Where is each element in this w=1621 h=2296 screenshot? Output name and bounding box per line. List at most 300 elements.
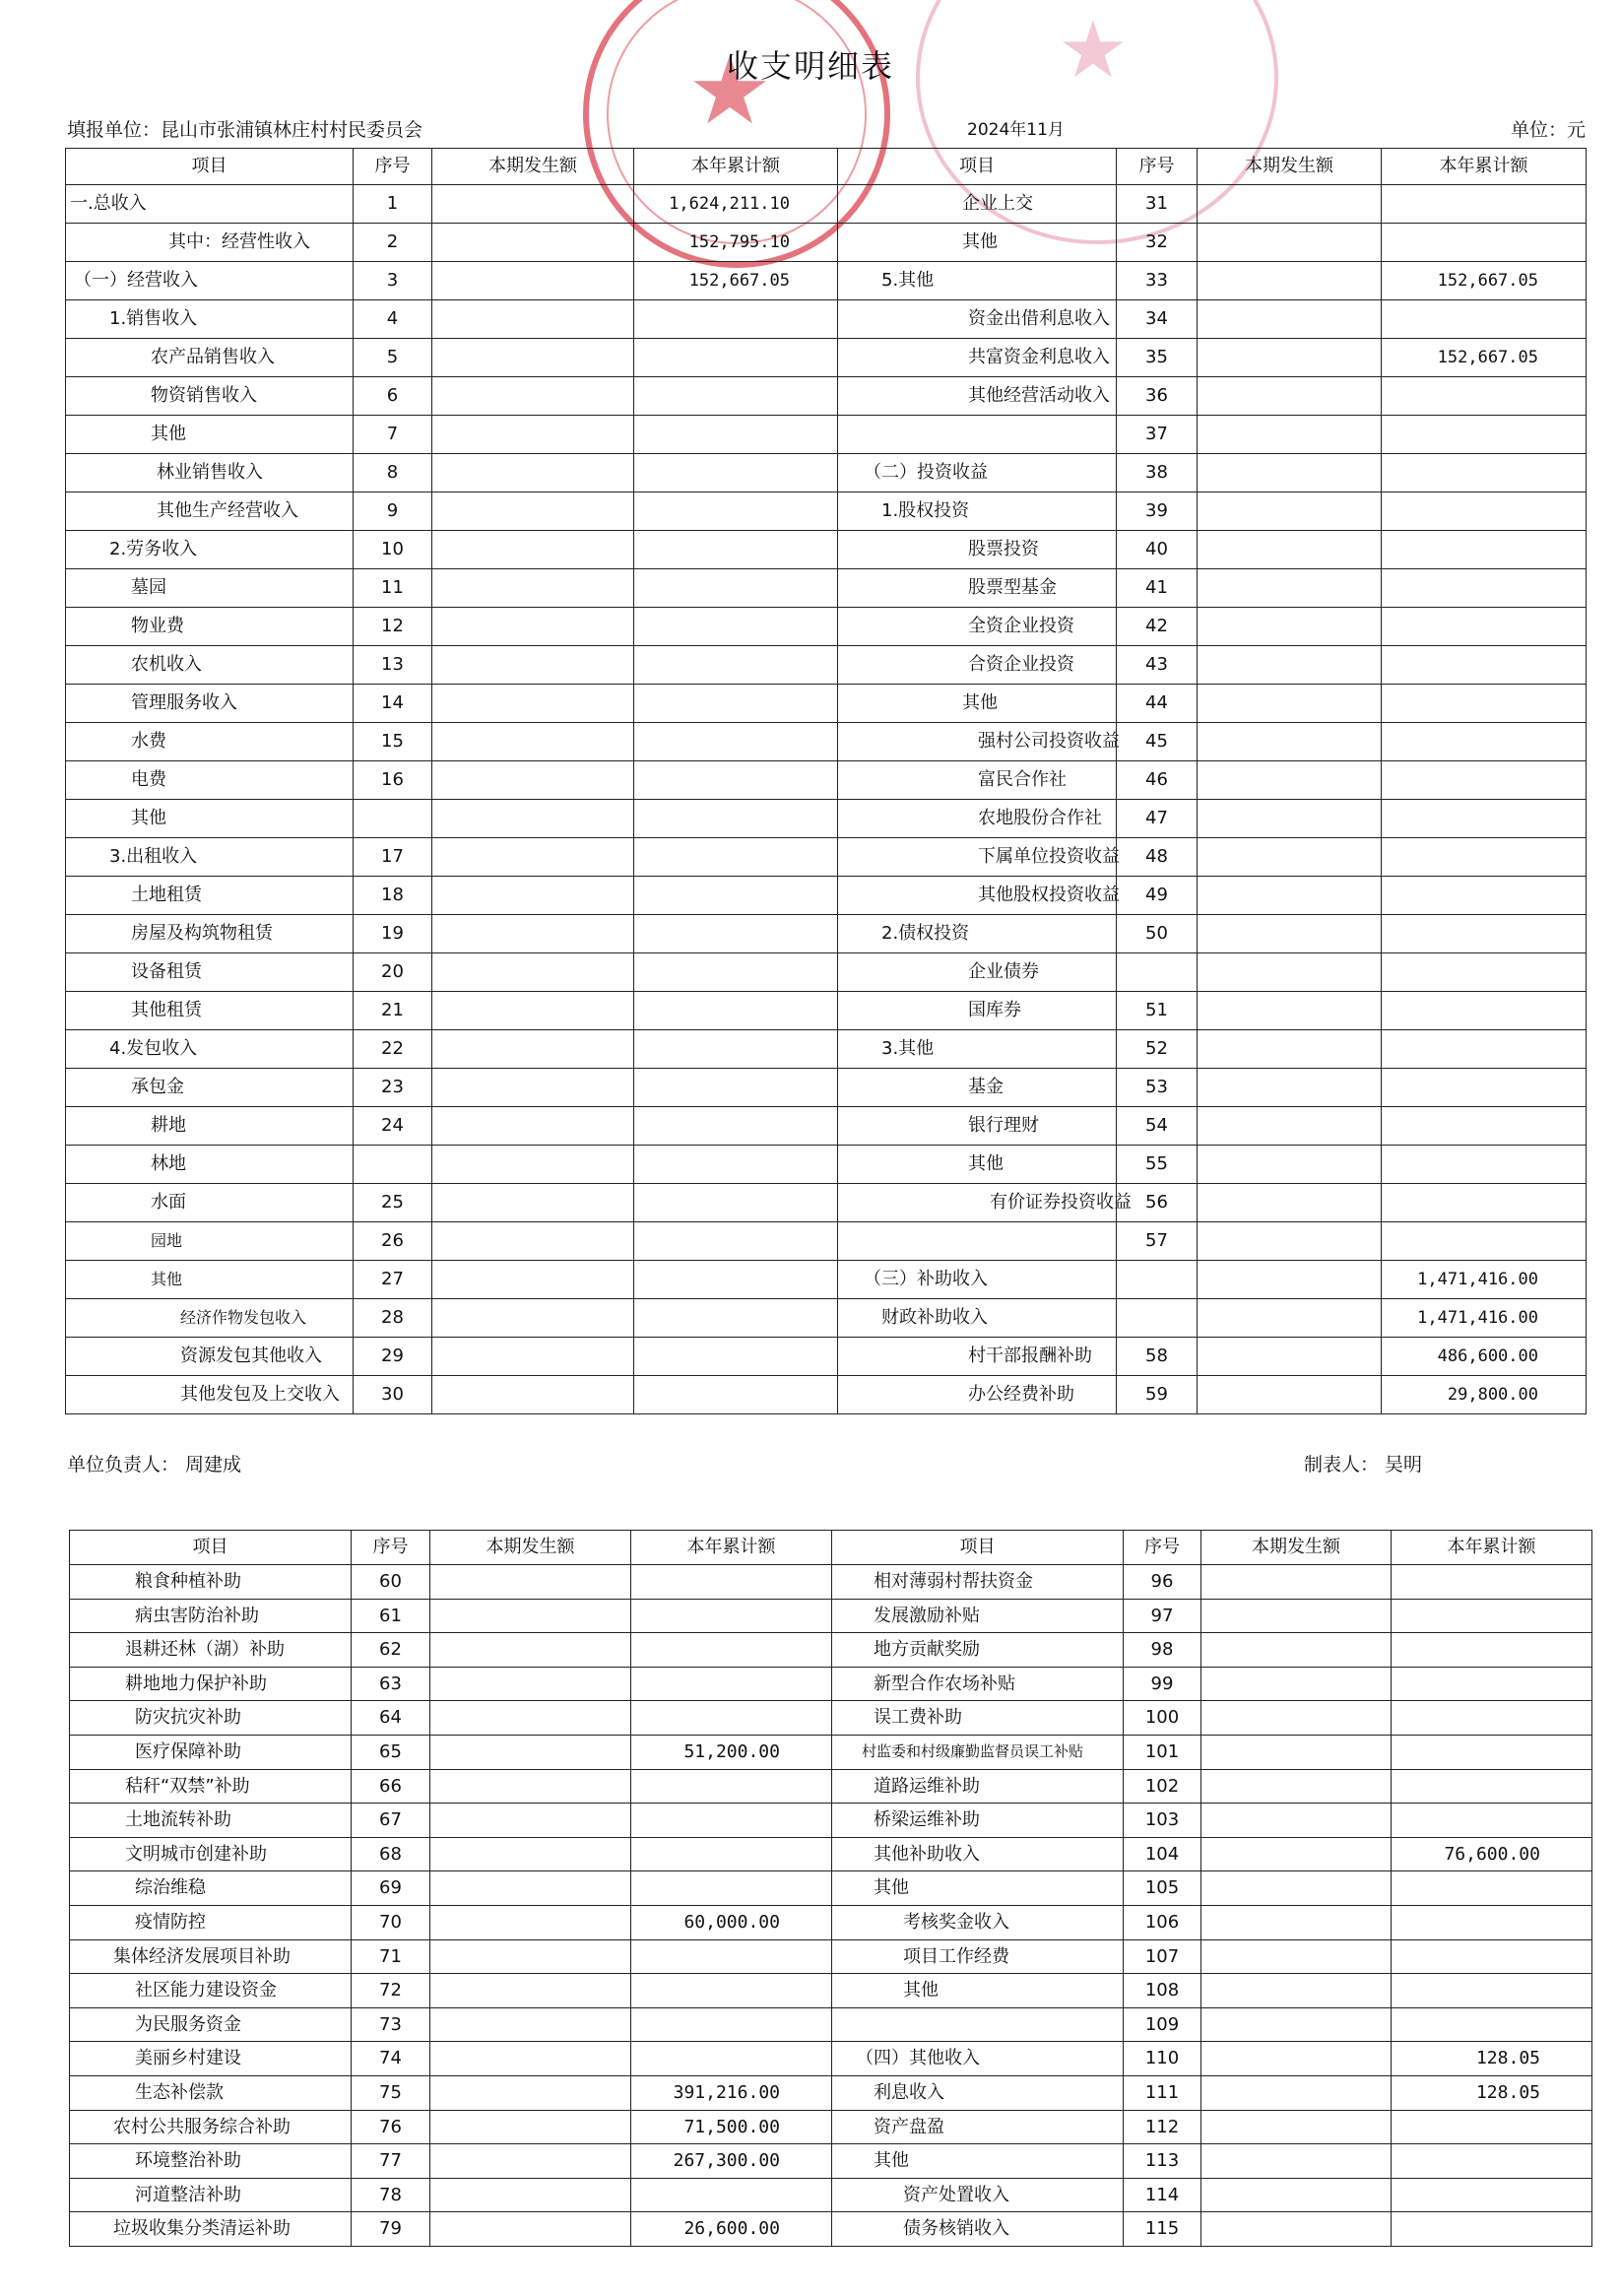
current-amount bbox=[1198, 492, 1382, 531]
table-row bbox=[70, 2178, 1592, 2212]
current-amount bbox=[1198, 992, 1382, 1030]
ytd-amount bbox=[1382, 416, 1587, 454]
current-amount bbox=[432, 1222, 634, 1261]
table-row bbox=[66, 608, 1587, 646]
seq-number: 19 bbox=[354, 915, 432, 953]
header-seq-right: 序号 bbox=[1124, 1531, 1201, 1565]
seq-number: 9 bbox=[354, 492, 432, 531]
seq-number: 1 bbox=[354, 185, 432, 224]
item-label: 农机收入 bbox=[66, 646, 354, 685]
item-label: 一.总收入 bbox=[66, 185, 354, 224]
ytd-amount bbox=[631, 1974, 832, 2008]
current-amount bbox=[432, 492, 634, 531]
header-row bbox=[70, 1531, 1592, 1565]
seq-number: 38 bbox=[1117, 454, 1198, 492]
header-ytd-right: 本年累计额 bbox=[1392, 1531, 1592, 1565]
item-label-right: 银行理财 bbox=[838, 1107, 1117, 1146]
current-amount bbox=[1198, 685, 1382, 723]
table-row bbox=[66, 377, 1587, 416]
current-amount bbox=[1198, 224, 1382, 262]
item-label: 林业销售收入 bbox=[66, 454, 354, 492]
ytd-amount bbox=[634, 1107, 838, 1146]
item-label-right: 其他 bbox=[832, 1871, 1124, 1906]
item-label-right: 基金 bbox=[838, 1069, 1117, 1107]
item-label: 综治维稳 bbox=[70, 1871, 352, 1906]
ytd-amount: 128.05 bbox=[1392, 2042, 1592, 2076]
table-row bbox=[70, 2144, 1592, 2179]
item-label-right: 项目工作经费 bbox=[832, 1939, 1124, 1974]
item-label: 其他 bbox=[66, 1261, 354, 1299]
item-label: 物业费 bbox=[66, 608, 354, 646]
income-detail-table-1 bbox=[65, 148, 1587, 1414]
current-amount bbox=[432, 838, 634, 877]
seq-number: 115 bbox=[1124, 2212, 1201, 2247]
seq-number: 77 bbox=[352, 2144, 430, 2179]
current-amount bbox=[430, 1905, 631, 1939]
current-amount bbox=[432, 953, 634, 992]
current-amount bbox=[1198, 185, 1382, 224]
ytd-amount: 60,000.00 bbox=[631, 1905, 832, 1939]
current-amount bbox=[430, 1974, 631, 2008]
current-amount bbox=[432, 1069, 634, 1107]
current-amount bbox=[1201, 1769, 1392, 1804]
seq-number: 101 bbox=[1124, 1735, 1201, 1769]
header-current: 本期发生额 bbox=[432, 149, 634, 185]
seq-number: 30 bbox=[354, 1376, 432, 1414]
seq-number: 109 bbox=[1124, 2007, 1201, 2042]
item-label: 美丽乡村建设 bbox=[70, 2042, 352, 2076]
ytd-amount: 76,600.00 bbox=[1392, 1837, 1592, 1871]
seq-number: 79 bbox=[352, 2212, 430, 2247]
table-row bbox=[66, 992, 1587, 1030]
current-amount bbox=[1201, 1974, 1392, 2008]
ytd-amount bbox=[1392, 1905, 1592, 1939]
seq-number: 62 bbox=[352, 1633, 430, 1668]
current-amount bbox=[432, 300, 634, 339]
current-amount bbox=[1201, 1701, 1392, 1736]
item-label-right: 发展激励补贴 bbox=[832, 1599, 1124, 1633]
reporting-unit: 填报单位：昆山市张浦镇林庄村村民委员会 bbox=[67, 119, 423, 141]
item-label: 耕地地力保护补助 bbox=[70, 1667, 352, 1701]
seq-number bbox=[354, 800, 432, 838]
item-label: 设备租赁 bbox=[66, 953, 354, 992]
item-label-right: 新型合作农场补贴 bbox=[832, 1667, 1124, 1701]
current-amount bbox=[432, 262, 634, 300]
item-label: 粮食种植补助 bbox=[70, 1565, 352, 1600]
table-row bbox=[66, 838, 1587, 877]
item-label-right: 办公经费补助 bbox=[838, 1376, 1117, 1414]
current-amount bbox=[1198, 761, 1382, 800]
item-label: 社区能力建设资金 bbox=[70, 1974, 352, 2008]
seq-number: 55 bbox=[1117, 1146, 1198, 1184]
seq-number: 100 bbox=[1124, 1701, 1201, 1736]
item-label-right: 1.股权投资 bbox=[838, 492, 1117, 531]
ytd-amount bbox=[1392, 1769, 1592, 1804]
ytd-amount bbox=[634, 877, 838, 915]
currency-unit: 单位：元 bbox=[1510, 119, 1586, 141]
seq-number: 14 bbox=[354, 685, 432, 723]
current-amount bbox=[430, 1565, 631, 1600]
item-label-right: 2.债权投资 bbox=[838, 915, 1117, 953]
item-label-right: 资产处置收入 bbox=[832, 2178, 1124, 2212]
ytd-amount bbox=[631, 1667, 832, 1701]
item-label: 其他发包及上交收入 bbox=[66, 1376, 354, 1414]
item-label-right: 农地股份合作社 bbox=[838, 800, 1117, 838]
seq-number: 7 bbox=[354, 416, 432, 454]
table-row bbox=[66, 761, 1587, 800]
item-label-right: 桥梁运维补助 bbox=[832, 1804, 1124, 1838]
header-current-right: 本期发生额 bbox=[1201, 1531, 1392, 1565]
ytd-amount bbox=[1392, 2212, 1592, 2247]
header-current-right: 本期发生额 bbox=[1198, 149, 1382, 185]
current-amount bbox=[432, 992, 634, 1030]
seq-number: 98 bbox=[1124, 1633, 1201, 1668]
seq-number: 71 bbox=[352, 1939, 430, 1974]
header-ytd: 本年累计额 bbox=[631, 1531, 832, 1565]
item-label-right: 富民合作社 bbox=[838, 761, 1117, 800]
seq-number: 27 bbox=[354, 1261, 432, 1299]
seq-number: 29 bbox=[354, 1338, 432, 1376]
ytd-amount bbox=[1382, 723, 1587, 761]
item-label: 1.销售收入 bbox=[66, 300, 354, 339]
item-label-right: 股票投资 bbox=[838, 531, 1117, 569]
ytd-amount: 152,667.05 bbox=[1382, 262, 1587, 300]
current-amount bbox=[1201, 1735, 1392, 1769]
ytd-amount bbox=[1382, 1146, 1587, 1184]
item-label: 林地 bbox=[66, 1146, 354, 1184]
seq-number: 52 bbox=[1117, 1030, 1198, 1069]
seq-number: 35 bbox=[1117, 339, 1198, 377]
unit-head-signature: 单位负责人： 周建成 bbox=[67, 1454, 242, 1476]
seq-number: 64 bbox=[352, 1701, 430, 1736]
page-title: 收支明细表 bbox=[726, 47, 894, 85]
current-amount bbox=[430, 1633, 631, 1668]
seq-number: 54 bbox=[1117, 1107, 1198, 1146]
current-amount bbox=[432, 1299, 634, 1338]
item-label-right: 企业上交 bbox=[838, 185, 1117, 224]
current-amount bbox=[432, 608, 634, 646]
table-row bbox=[66, 1184, 1587, 1222]
current-amount bbox=[430, 2075, 631, 2110]
item-label-right: 其他 bbox=[838, 685, 1117, 723]
seq-number: 3 bbox=[354, 262, 432, 300]
item-label: 经济作物发包收入 bbox=[66, 1299, 354, 1338]
item-label-right: 债务核销收入 bbox=[832, 2212, 1124, 2247]
item-label: 土地租赁 bbox=[66, 877, 354, 915]
item-label-right: 误工费补助 bbox=[832, 1701, 1124, 1736]
item-label: 集体经济发展项目补助 bbox=[70, 1939, 352, 1974]
current-amount bbox=[1198, 800, 1382, 838]
item-label-right: 企业债券 bbox=[838, 953, 1117, 992]
seq-number: 20 bbox=[354, 953, 432, 992]
current-amount bbox=[432, 1376, 634, 1414]
ytd-amount: 152,667.05 bbox=[1382, 339, 1587, 377]
item-label-right: 合资企业投资 bbox=[838, 646, 1117, 685]
current-amount bbox=[432, 1261, 634, 1299]
current-amount bbox=[432, 1338, 634, 1376]
seq-number: 39 bbox=[1117, 492, 1198, 531]
seq-number: 42 bbox=[1117, 608, 1198, 646]
current-amount bbox=[430, 2042, 631, 2076]
current-amount bbox=[1201, 2042, 1392, 2076]
item-label-right: 资金出借利息收入 bbox=[838, 300, 1117, 339]
seq-number: 16 bbox=[354, 761, 432, 800]
item-label: 防灾抗灾补助 bbox=[70, 1701, 352, 1736]
ytd-amount bbox=[1382, 838, 1587, 877]
item-label-right: 村监委和村级廉勤监督员误工补贴 bbox=[832, 1735, 1124, 1769]
ytd-amount bbox=[1382, 992, 1587, 1030]
table-row bbox=[66, 877, 1587, 915]
current-amount bbox=[1198, 1338, 1382, 1376]
seq-number: 61 bbox=[352, 1599, 430, 1633]
seq-number: 110 bbox=[1124, 2042, 1201, 2076]
ytd-amount bbox=[1382, 915, 1587, 953]
seq-number: 8 bbox=[354, 454, 432, 492]
item-label-right: 考核奖金收入 bbox=[832, 1905, 1124, 1939]
current-amount bbox=[430, 1837, 631, 1871]
seq-number: 47 bbox=[1117, 800, 1198, 838]
item-label-right bbox=[838, 1222, 1117, 1261]
item-label: 其中：经营性收入 bbox=[66, 224, 354, 262]
item-label-right: 有价证券投资收益 bbox=[838, 1184, 1117, 1222]
ytd-amount bbox=[1382, 953, 1587, 992]
seq-number: 40 bbox=[1117, 531, 1198, 569]
ytd-amount: 26,600.00 bbox=[631, 2212, 832, 2247]
ytd-amount bbox=[634, 992, 838, 1030]
seq-number: 21 bbox=[354, 992, 432, 1030]
seq-number: 106 bbox=[1124, 1905, 1201, 1939]
item-label: 水面 bbox=[66, 1184, 354, 1222]
current-amount bbox=[432, 761, 634, 800]
item-label-right: 道路运维补助 bbox=[832, 1769, 1124, 1804]
table-row bbox=[66, 224, 1587, 262]
current-amount bbox=[1201, 1837, 1392, 1871]
item-label-right: 其他 bbox=[832, 1974, 1124, 2008]
current-amount bbox=[432, 416, 634, 454]
ytd-amount bbox=[634, 838, 838, 877]
seq-number: 75 bbox=[352, 2075, 430, 2110]
ytd-amount bbox=[1392, 2178, 1592, 2212]
ytd-amount bbox=[1382, 1184, 1587, 1222]
current-amount bbox=[1198, 454, 1382, 492]
item-label: 病虫害防治补助 bbox=[70, 1599, 352, 1633]
item-label: 其他租赁 bbox=[66, 992, 354, 1030]
current-amount bbox=[432, 339, 634, 377]
seq-number: 70 bbox=[352, 1905, 430, 1939]
seq-number: 17 bbox=[354, 838, 432, 877]
table-row bbox=[70, 2110, 1592, 2144]
header-seq-right: 序号 bbox=[1117, 149, 1198, 185]
table-row bbox=[70, 2212, 1592, 2247]
item-label: 耕地 bbox=[66, 1107, 354, 1146]
ytd-amount bbox=[1392, 2110, 1592, 2144]
table-row bbox=[66, 185, 1587, 224]
seq-number: 49 bbox=[1117, 877, 1198, 915]
item-label-right: 其他经营活动收入 bbox=[838, 377, 1117, 416]
item-label-right: 股票型基金 bbox=[838, 569, 1117, 608]
seq-number: 63 bbox=[352, 1667, 430, 1701]
ytd-amount bbox=[1382, 1107, 1587, 1146]
header-ytd: 本年累计额 bbox=[634, 149, 838, 185]
current-amount bbox=[1198, 838, 1382, 877]
item-label-right: 共富资金利息收入 bbox=[838, 339, 1117, 377]
item-label: 水费 bbox=[66, 723, 354, 761]
seq-number: 12 bbox=[354, 608, 432, 646]
current-amount bbox=[1201, 1905, 1392, 1939]
item-label: 电费 bbox=[66, 761, 354, 800]
current-amount bbox=[1201, 2007, 1392, 2042]
ytd-amount: 1,471,416.00 bbox=[1382, 1299, 1587, 1338]
table-row bbox=[70, 2042, 1592, 2076]
current-amount bbox=[1198, 416, 1382, 454]
current-amount bbox=[432, 1030, 634, 1069]
ytd-amount bbox=[1382, 569, 1587, 608]
ytd-amount bbox=[1382, 608, 1587, 646]
seq-number: 58 bbox=[1117, 1338, 1198, 1376]
item-label-right: 3.其他 bbox=[838, 1030, 1117, 1069]
table-row bbox=[70, 1769, 1592, 1804]
item-label: 管理服务收入 bbox=[66, 685, 354, 723]
ytd-amount bbox=[634, 685, 838, 723]
current-amount bbox=[1198, 915, 1382, 953]
header-item: 项目 bbox=[66, 149, 354, 185]
header-current: 本期发生额 bbox=[430, 1531, 631, 1565]
seq-number: 24 bbox=[354, 1107, 432, 1146]
ytd-amount bbox=[1382, 1030, 1587, 1069]
ytd-amount bbox=[634, 1146, 838, 1184]
seal-star-icon: ★ bbox=[687, 35, 773, 146]
ytd-amount bbox=[1382, 377, 1587, 416]
ytd-amount bbox=[1382, 1069, 1587, 1107]
current-amount bbox=[1198, 1184, 1382, 1222]
item-label-right bbox=[832, 2007, 1124, 2042]
ytd-amount bbox=[631, 1871, 832, 1906]
table-row bbox=[66, 1069, 1587, 1107]
current-amount bbox=[432, 185, 634, 224]
item-label-right: 国库券 bbox=[838, 992, 1117, 1030]
seq-number: 96 bbox=[1124, 1565, 1201, 1600]
item-label-right: 强村公司投资收益 bbox=[838, 723, 1117, 761]
seq-number: 32 bbox=[1117, 224, 1198, 262]
ytd-amount bbox=[1392, 1599, 1592, 1633]
current-amount bbox=[432, 646, 634, 685]
ytd-amount bbox=[631, 1939, 832, 1974]
item-label: 农产品销售收入 bbox=[66, 339, 354, 377]
item-label: 2.劳务收入 bbox=[66, 531, 354, 569]
item-label-right: 利息收入 bbox=[832, 2075, 1124, 2110]
item-label: 退耕还林（湖）补助 bbox=[70, 1633, 352, 1668]
ytd-amount bbox=[631, 1769, 832, 1804]
current-amount bbox=[432, 723, 634, 761]
item-label: 土地流转补助 bbox=[70, 1804, 352, 1838]
current-amount bbox=[1198, 339, 1382, 377]
table-row bbox=[66, 454, 1587, 492]
table-row bbox=[66, 646, 1587, 685]
table-row bbox=[70, 1667, 1592, 1701]
ytd-amount bbox=[634, 761, 838, 800]
table-row bbox=[66, 1376, 1587, 1414]
header-row bbox=[66, 149, 1587, 185]
current-amount bbox=[1198, 1376, 1382, 1414]
table-row bbox=[66, 339, 1587, 377]
current-amount bbox=[1201, 1565, 1392, 1600]
ytd-amount bbox=[634, 800, 838, 838]
ytd-amount bbox=[631, 2007, 832, 2042]
seq-number bbox=[1117, 1261, 1198, 1299]
current-amount bbox=[430, 1667, 631, 1701]
current-amount bbox=[430, 2178, 631, 2212]
ytd-amount bbox=[631, 1837, 832, 1871]
table-row bbox=[66, 1107, 1587, 1146]
current-amount bbox=[1198, 646, 1382, 685]
seq-number: 51 bbox=[1117, 992, 1198, 1030]
ytd-amount: 29,800.00 bbox=[1382, 1376, 1587, 1414]
ytd-amount bbox=[634, 416, 838, 454]
current-amount bbox=[1201, 1667, 1392, 1701]
current-amount bbox=[432, 915, 634, 953]
ytd-amount bbox=[1382, 300, 1587, 339]
seq-number: 36 bbox=[1117, 377, 1198, 416]
item-label-right: 下属单位投资收益 bbox=[838, 838, 1117, 877]
ytd-amount bbox=[631, 1565, 832, 1600]
item-label: 河道整洁补助 bbox=[70, 2178, 352, 2212]
seq-number: 34 bbox=[1117, 300, 1198, 339]
seq-number: 37 bbox=[1117, 416, 1198, 454]
seq-number: 97 bbox=[1124, 1599, 1201, 1633]
ytd-amount: 152,667.05 bbox=[634, 262, 838, 300]
item-label: 资源发包其他收入 bbox=[66, 1338, 354, 1376]
ytd-amount bbox=[1392, 1974, 1592, 2008]
ytd-amount bbox=[1392, 1565, 1592, 1600]
current-amount bbox=[1201, 2144, 1392, 2179]
item-label: 墓园 bbox=[66, 569, 354, 608]
table-row bbox=[66, 1261, 1587, 1299]
header-item-right: 项目 bbox=[832, 1531, 1124, 1565]
seq-number: 103 bbox=[1124, 1804, 1201, 1838]
current-amount bbox=[1198, 723, 1382, 761]
item-label-right: 其他 bbox=[838, 224, 1117, 262]
item-label: 环境整治补助 bbox=[70, 2144, 352, 2179]
item-label: 承包金 bbox=[66, 1069, 354, 1107]
current-amount bbox=[1198, 300, 1382, 339]
header-ytd-right: 本年累计额 bbox=[1382, 149, 1587, 185]
item-label-right: 其他补助收入 bbox=[832, 1837, 1124, 1871]
current-amount bbox=[1201, 2075, 1392, 2110]
item-label: 文明城市创建补助 bbox=[70, 1837, 352, 1871]
seq-number: 2 bbox=[354, 224, 432, 262]
seq-number: 104 bbox=[1124, 1837, 1201, 1871]
current-amount bbox=[432, 877, 634, 915]
ytd-amount bbox=[631, 1599, 832, 1633]
item-label: 其他生产经营收入 bbox=[66, 492, 354, 531]
item-label: 秸秆“双禁”补助 bbox=[70, 1769, 352, 1804]
ytd-amount: 152,795.10 bbox=[634, 224, 838, 262]
seq-number: 113 bbox=[1124, 2144, 1201, 2179]
header-seq: 序号 bbox=[354, 149, 432, 185]
table-row bbox=[70, 1701, 1592, 1736]
seq-number: 76 bbox=[352, 2110, 430, 2144]
current-amount bbox=[430, 2144, 631, 2179]
current-amount bbox=[432, 569, 634, 608]
seq-number: 102 bbox=[1124, 1769, 1201, 1804]
current-amount bbox=[430, 1769, 631, 1804]
item-label: 为民服务资金 bbox=[70, 2007, 352, 2042]
ytd-amount bbox=[1392, 1804, 1592, 1838]
current-amount bbox=[1198, 1222, 1382, 1261]
current-amount bbox=[1198, 1146, 1382, 1184]
preparer-signature: 制表人： 吴明 bbox=[1304, 1454, 1423, 1476]
ytd-amount bbox=[634, 646, 838, 685]
